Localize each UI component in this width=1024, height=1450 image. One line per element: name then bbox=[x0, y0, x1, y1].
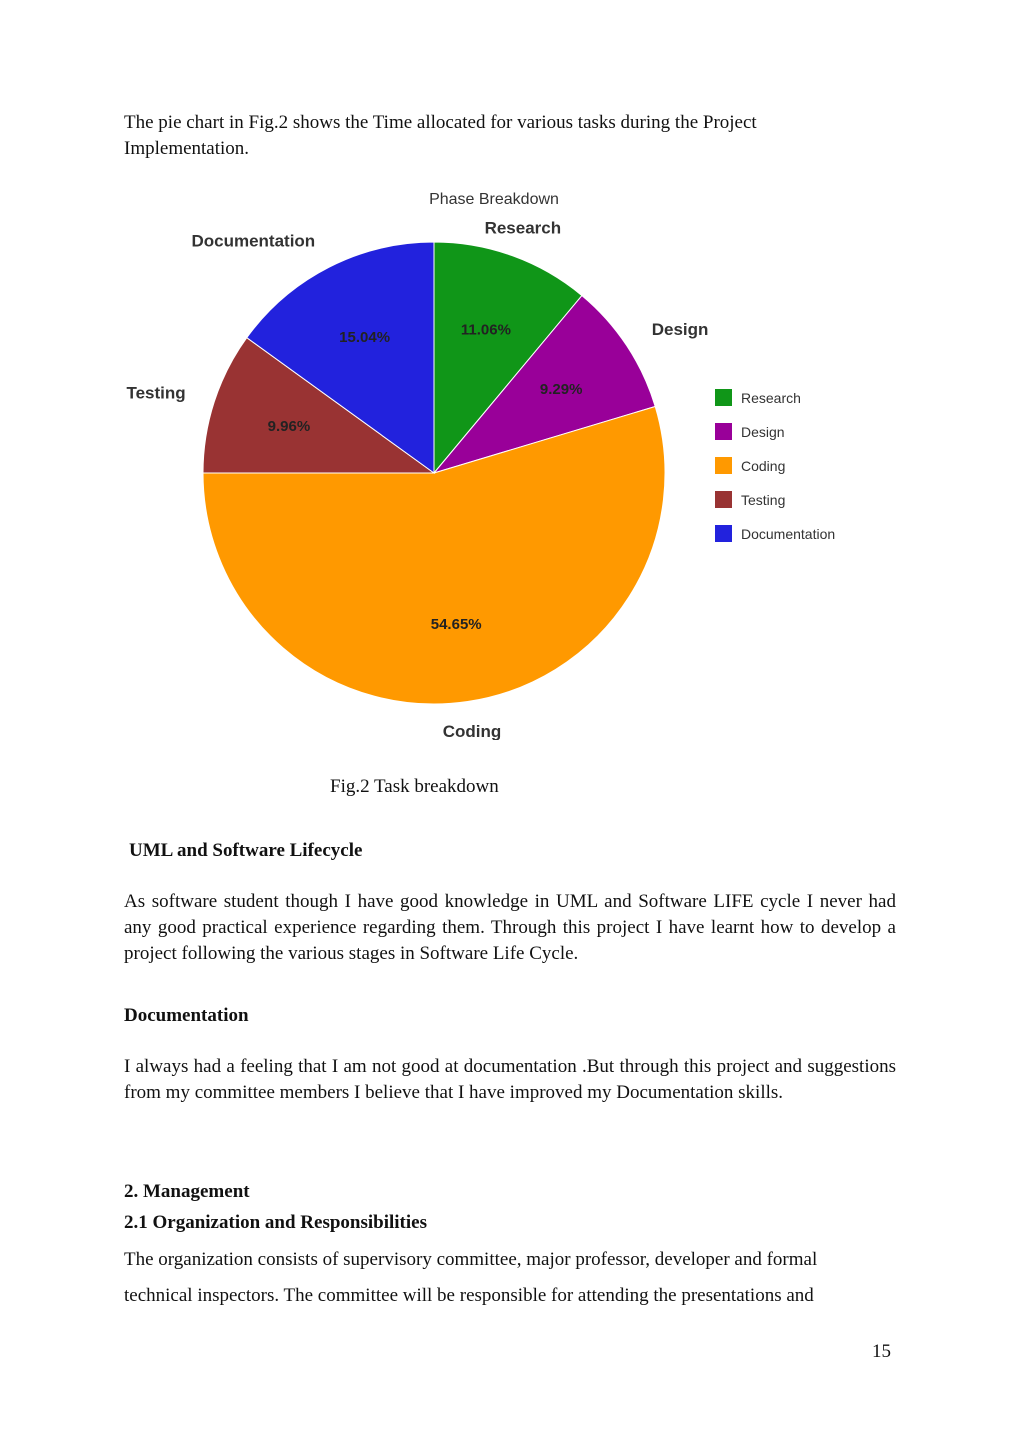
slice-percent-label-design: 9.29% bbox=[539, 380, 583, 398]
legend-label-design: Design bbox=[741, 424, 785, 440]
legend-label-research: Research bbox=[741, 390, 801, 406]
slice-percent-label-research: 11.06% bbox=[460, 321, 511, 339]
management-line-1: The organization consists of supervisory committee, major professor, developer and formal bbox=[124, 1249, 818, 1270]
slice-name-label-coding: Coding bbox=[442, 722, 502, 740]
legend-swatch-design bbox=[715, 423, 732, 440]
slice-name-label-design: Design bbox=[651, 320, 709, 340]
figure-caption: Fig.2 Task breakdown bbox=[330, 776, 499, 797]
management-body bbox=[124, 1242, 896, 1314]
legend-swatch-documentation bbox=[715, 525, 732, 542]
page-number: 15 bbox=[872, 1341, 891, 1362]
intro-line-2: Implementation. bbox=[124, 138, 250, 159]
documentation-body: I always had a feeling that I am not good at documentation .But through this project and suggestions from my committee members I believe that I have improved my Documentation skills. bbox=[124, 1056, 896, 1103]
slice-percent-label-coding: 54.65% bbox=[430, 615, 482, 633]
slice-percent-label-documentation: 15.04% bbox=[339, 329, 391, 347]
legend-label-documentation: Documentation bbox=[741, 526, 836, 542]
management-line-2: technical inspectors. The committee will be responsible for attending the presentations and bbox=[124, 1285, 814, 1306]
chart-title: Phase Breakdown bbox=[429, 191, 559, 208]
slice-percent-label-testing: 9.96% bbox=[267, 418, 311, 436]
pie-slices bbox=[203, 242, 665, 704]
uml-heading: UML and Software Lifecycle bbox=[129, 840, 363, 861]
management-heading: 2. Management bbox=[124, 1181, 250, 1202]
phase-breakdown-pie-chart bbox=[120, 180, 880, 740]
documentation-heading: Documentation bbox=[124, 1005, 249, 1026]
intro-paragraph bbox=[124, 110, 896, 162]
legend-label-coding: Coding bbox=[741, 458, 786, 474]
slice-name-label-research: Research bbox=[484, 218, 562, 238]
organization-subheading: 2.1 Organization and Responsibilities bbox=[124, 1212, 427, 1233]
legend-swatch-research bbox=[715, 389, 732, 406]
slice-name-label-testing: Testing bbox=[126, 383, 186, 403]
intro-line-1: The pie chart in Fig.2 shows the Time allocated for various tasks during the Project bbox=[124, 112, 757, 133]
chart-legend bbox=[715, 389, 835, 542]
legend-label-testing: Testing bbox=[741, 492, 786, 508]
uml-body: As software student though I have good knowledge in UML and Software LIFE cycle I never had any good practical experience regarding them. Through this project I have learnt how to develop a project following the various stages in Software Life Cycle. bbox=[124, 891, 896, 964]
slice-name-label-documentation: Documentation bbox=[191, 231, 316, 251]
legend-swatch-coding bbox=[715, 457, 732, 474]
legend-swatch-testing bbox=[715, 491, 732, 508]
